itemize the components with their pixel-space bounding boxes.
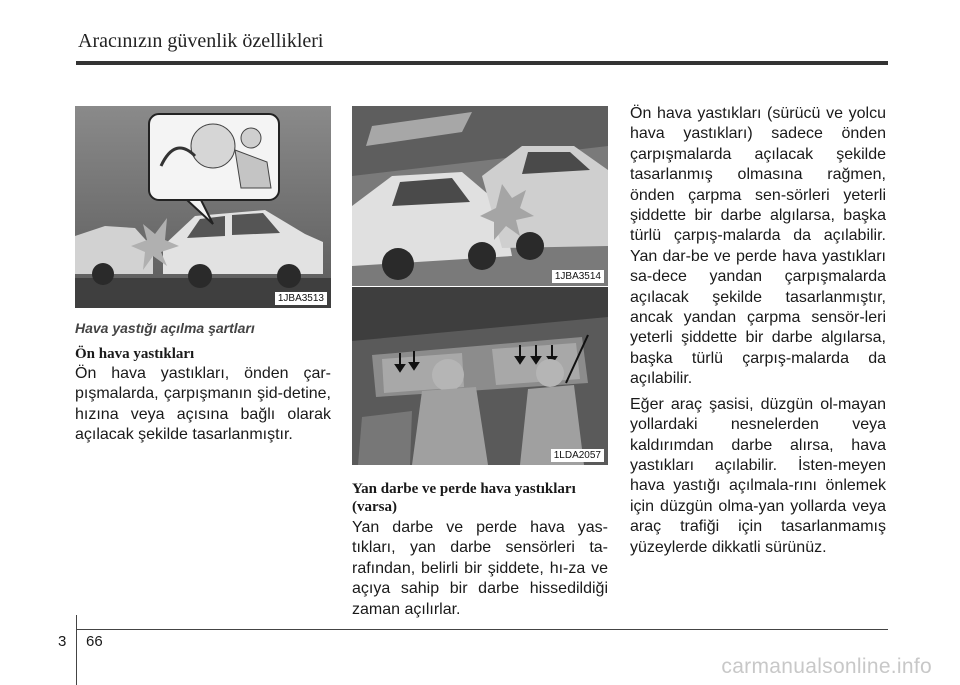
footer-rule-horizontal bbox=[76, 629, 888, 630]
frontal-airbag-collision-illustration-icon bbox=[75, 106, 331, 308]
figure-code: 1LDA2057 bbox=[551, 449, 604, 462]
middle-body-text bbox=[352, 518, 608, 625]
paragraph: Ön hava yastıkları, önden çar-pışmalarda, çarpışmanın şid-detine, hızına veya açısına bağlı olarak açılacak şekilde tasarlanmıştır. bbox=[75, 365, 331, 444]
chapter-number: 3 bbox=[58, 633, 67, 650]
curtain-airbag-interior-illustration-icon bbox=[352, 287, 608, 465]
figure-curtain-airbag bbox=[352, 287, 608, 465]
page-header-title: Aracınızın güvenlik özellikleri bbox=[78, 30, 324, 52]
figure-code: 1JBA3514 bbox=[552, 270, 604, 283]
footer-rule-vertical bbox=[76, 615, 77, 685]
figure-caption: Hava yastığı açılma şartları bbox=[75, 320, 255, 336]
section-heading-front-airbags: Ön hava yastıkları bbox=[75, 346, 195, 362]
paragraph: Eğer araç şasisi, düzgün ol-mayan yollardaki nesnelerden veya kaldırımdan darbe alırsa, hava yastıkları açılabilir. İsten-meyen hava yastığı açılmala-rını önlemek için düzgün olma-yan yollarda veya araç trafiği için tasarlanmamış yüzeylerde dikkatli sürünüz. bbox=[630, 395, 886, 556]
left-body-text bbox=[75, 364, 331, 451]
figure-code: 1JBA3513 bbox=[275, 292, 327, 305]
header-rule bbox=[76, 61, 888, 65]
figure-frontal-collision bbox=[75, 106, 331, 308]
paragraph: Yan darbe ve perde hava yas-tıkları, yan darbe sensörleri ta-rafından, belirli bir şiddete, hı-za ve açıya sahip bir darbe hissedildiği zaman açılırlar. bbox=[352, 519, 608, 618]
page-number: 66 bbox=[86, 633, 103, 650]
section-heading-side-airbags: Yan darbe ve perde hava yastıkları (varsa) bbox=[352, 481, 576, 515]
watermark-text: carmanualsonline.info bbox=[721, 655, 932, 678]
figure-side-collision bbox=[352, 106, 608, 286]
paragraph: Ön hava yastıkları (sürücü ve yolcu hava yastıkları) sadece önden çarpışmalarda açılacak şekilde tasarlanmış olmasına rağmen, önden çarpma sen-sörleri yeterli şiddette bir darbe algılarsa, başka türlü çarpış-malarda da açılabilir. Yan dar-be ve perde hava yastıkları sa-dece yandan çarpışmalarda açılacak şekilde tasarlanmıştır, ancak yandan çarpma sensör-leri yeterli şiddette bir darbe algılarsa, başka türlü çarpış-malarda da açılabilir. bbox=[630, 105, 886, 388]
side-collision-illustration-icon bbox=[352, 106, 608, 286]
right-body-text bbox=[630, 104, 886, 563]
